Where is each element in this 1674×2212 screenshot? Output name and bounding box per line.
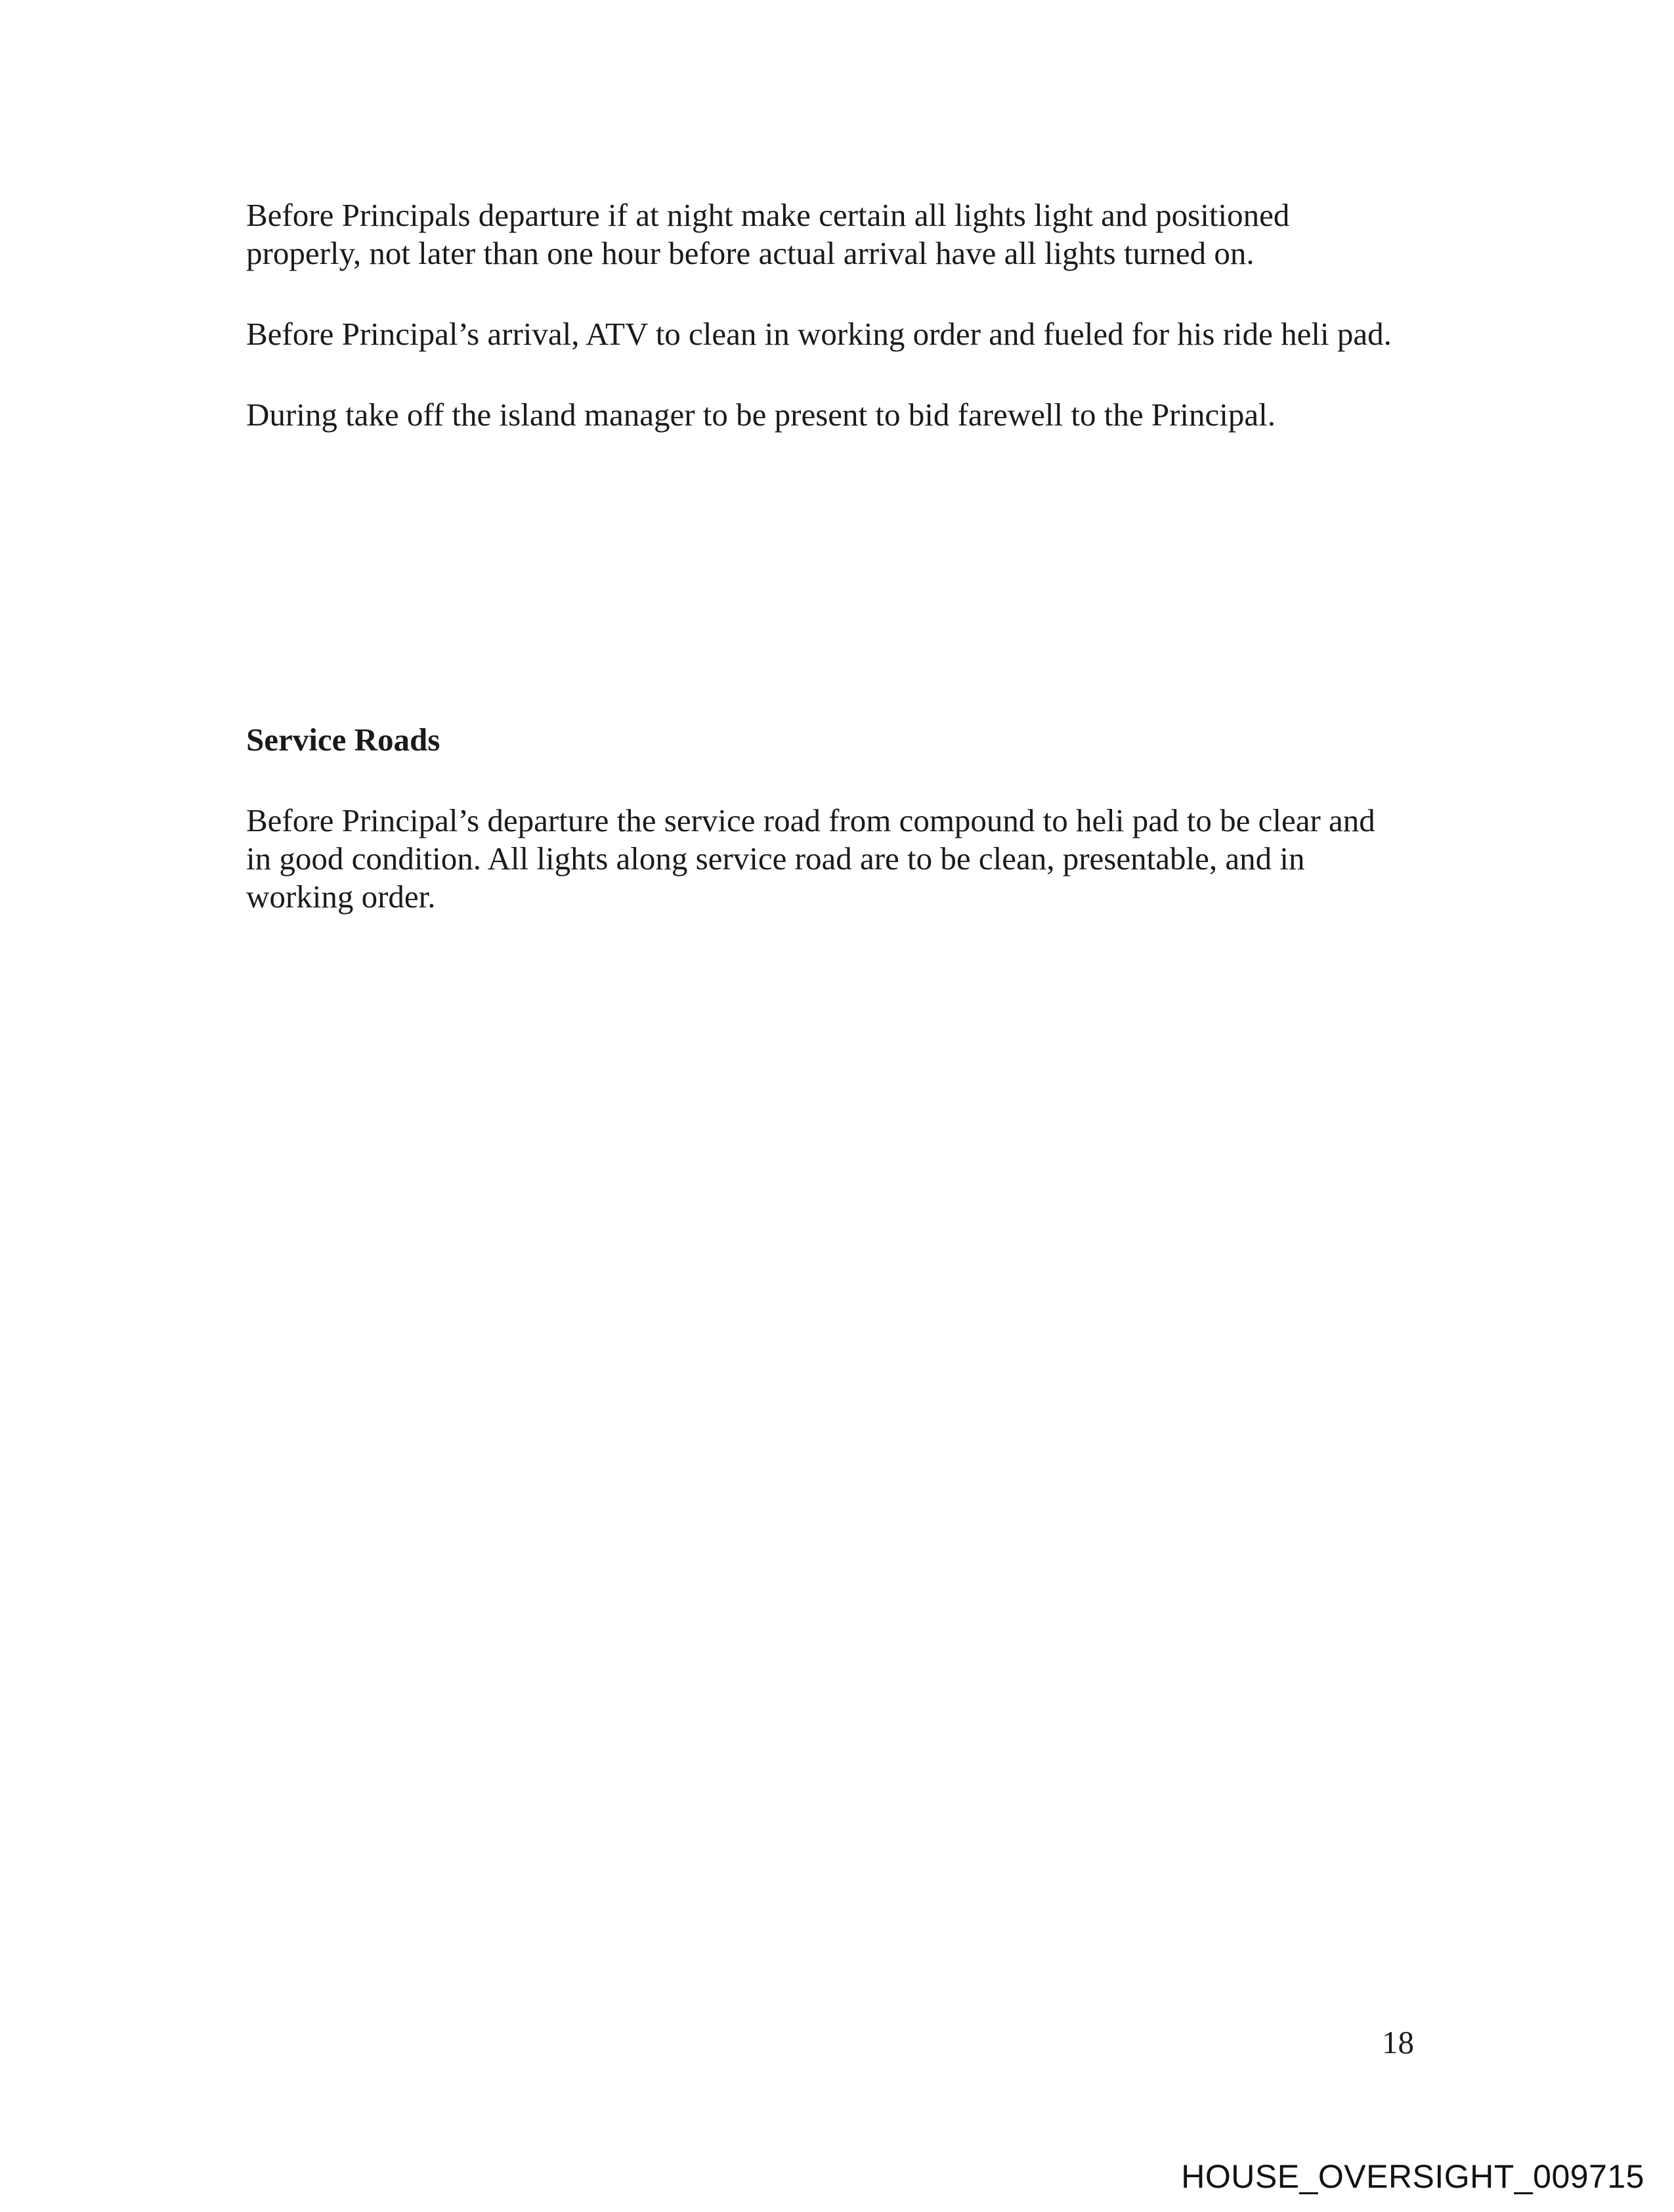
paragraph-line: working order. <box>246 878 436 915</box>
section-heading-service-roads: Service Roads <box>246 722 440 758</box>
paragraph-atv-arrival <box>246 315 1441 353</box>
paragraph-line: Before Principal’s departure the service road from compound to heli pad to be clear and <box>246 802 1375 838</box>
bates-stamp: HOUSE_OVERSIGHT_009715 <box>1181 2158 1644 2195</box>
paragraph-line: Before Principal’s arrival, ATV to clean in working order and fueled for his ride heli pad. <box>246 316 1392 352</box>
paragraph-takeoff-farewell <box>246 396 1441 434</box>
paragraph-line: During take off the island manager to be present to bid farewell to the Principal. <box>246 397 1276 433</box>
paragraph-service-road <box>246 802 1441 916</box>
paragraph-line: in good condition. All lights along service road are to be clean, presentable, and in <box>246 840 1305 877</box>
paragraph-line: properly, not later than one hour before actual arrival have all lights turned on. <box>246 235 1255 271</box>
page-number: 18 <box>1382 2024 1414 2060</box>
paragraph-departure-lights <box>246 196 1441 272</box>
paragraph-line: Before Principals departure if at night make certain all lights light and positioned <box>246 197 1290 233</box>
